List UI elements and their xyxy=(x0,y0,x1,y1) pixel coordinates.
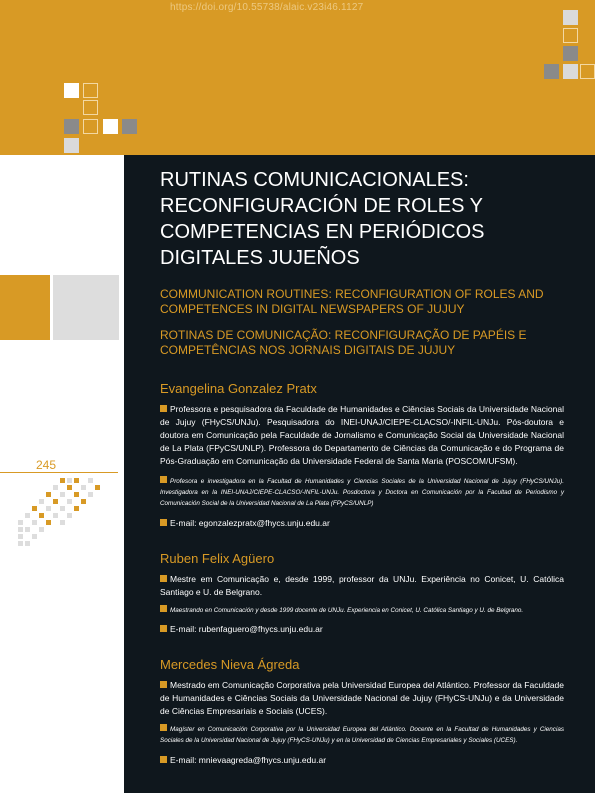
decor-square xyxy=(563,64,578,79)
bullet-square-icon xyxy=(160,756,167,763)
subtitle-portuguese: ROTINAS DE COMUNICAÇÃO: RECONFIGURAÇÃO DE PAPÉIS E COMPETÊNCIAS NOS JORNAIS DIGITAIS DE JUJUY xyxy=(160,328,527,357)
author-bio-es: Profesora e investigadora en la Facultad de Humanidades y Ciencias Sociales de la Universidad Nacional de Jujuy (FHyCS/UNJu). Investigadora en la INEI-UNAJ/CIEPE-CLACSO/-INFIL-UNJu. Posdoctora y Doctora en Comunicación por la Facultad de Periodismo y Comunicación Social de la Universidad Nacional de La Plata (FPyCS/UNLP) xyxy=(160,478,564,507)
author-name: Evangelina Gonzalez Pratx xyxy=(160,381,317,396)
decor-square xyxy=(563,46,578,61)
decor-square xyxy=(64,119,79,134)
bullet-square-icon xyxy=(160,476,167,483)
subtitle-english: COMMUNICATION ROUTINES: RECONFIGURATION OF ROLES AND COMPETENCES IN DIGITAL NEWSPAPERS OF JUJUY xyxy=(160,287,544,316)
bullet-square-icon xyxy=(160,405,167,412)
article-title: RUTINAS COMUNICACIONALES: RECONFIGURACIÓN DE ROLES Y COMPETENCIAS EN PERIÓDICOS DIGITALES JUJEÑOS xyxy=(160,169,485,269)
decor-square xyxy=(122,119,137,134)
author-name: Ruben Felix Agüero xyxy=(160,551,275,566)
author-name: Mercedes Nieva Ágreda xyxy=(160,657,300,672)
decor-square xyxy=(103,119,118,134)
decor-square xyxy=(544,64,559,79)
decor-square xyxy=(83,83,98,98)
doi-link[interactable]: https://doi.org/10.55738/alaic.v23i46.1127 xyxy=(170,2,364,13)
author-email[interactable]: E-mail: rubenfaguero@fhycs.unju.edu.ar xyxy=(160,624,564,634)
decor-block-gray xyxy=(53,275,119,340)
author-bio-pt: Mestre em Comunicação e, desde 1999, professor da UNJu. Experiência no Conicet, U. Católica Santiago e U. de Belgrano. xyxy=(160,574,564,597)
decor-square xyxy=(563,10,578,25)
author-bio-pt: Professora e pesquisadora da Faculdade de Humanidades e Ciências Sociais da Universidade Nacional de Jujuy (FHyCS/UNJu). Pesquisadora do INEI-UNAJ/CIEPE-CLACSO/-INFIL-UNJu. Pós-doutora e doutora em Comunicação pela Faculdade de Jornalismo e Comunicação Social da Universidade Nacional de La Plata (FPyCS/UNLP). Professora do Departamento de Ciências da Comunicação e do Programa de Pós-Graduação em Comunicação da Universidade Federal de Santa Maria (POSCOM/UFSM). xyxy=(160,404,564,466)
author-bio-es: Maestrando en Comunicación y desde 1999 docente de UNJu. Experiencia en Conicet, U. Católica Santiago y U. de Belgrano. xyxy=(160,605,564,616)
decor-square xyxy=(580,64,595,79)
bullet-square-icon xyxy=(160,519,167,526)
author-email[interactable]: E-mail: mnievaagreda@fhycs.unju.edu.ar xyxy=(160,755,564,765)
decor-square xyxy=(64,83,79,98)
author-bio-es: Magíster en Comunicación Corporativa por la Universidad Europea del Atlántico. Docente en la Facultad de Humanidades y Ciencias Sociales de la Universidad Nacional de Jujuy (FHyCS-UNJu) y en la Universidad de Ciencias Empresariales y Sociales (UCES). xyxy=(160,726,564,744)
decor-block-orange xyxy=(0,275,50,340)
page-divider xyxy=(0,472,118,473)
bullet-square-icon xyxy=(160,625,167,632)
decor-square xyxy=(563,28,578,43)
author-bio-pt: Mestrado em Comunicação Corporativa pela Universidad Europea del Atlántico. Professor da Faculdade de Humanidades e Ciências Sociais da Universidade Nacional de Jujuy (FHyCS-UNJu) e da Universidade de Ciências Empresariais e Sociais (UCES). xyxy=(160,680,564,716)
decor-square xyxy=(83,119,98,134)
decor-square xyxy=(64,138,79,153)
bullet-square-icon xyxy=(160,724,167,731)
bullet-square-icon xyxy=(160,681,167,688)
page-number: 245 xyxy=(36,458,57,472)
decor-square xyxy=(83,100,98,115)
bullet-square-icon xyxy=(160,575,167,582)
author-email[interactable]: E-mail: egonzalezpratx@fhycs.unju.edu.ar xyxy=(160,518,564,528)
bullet-square-icon xyxy=(160,605,167,612)
